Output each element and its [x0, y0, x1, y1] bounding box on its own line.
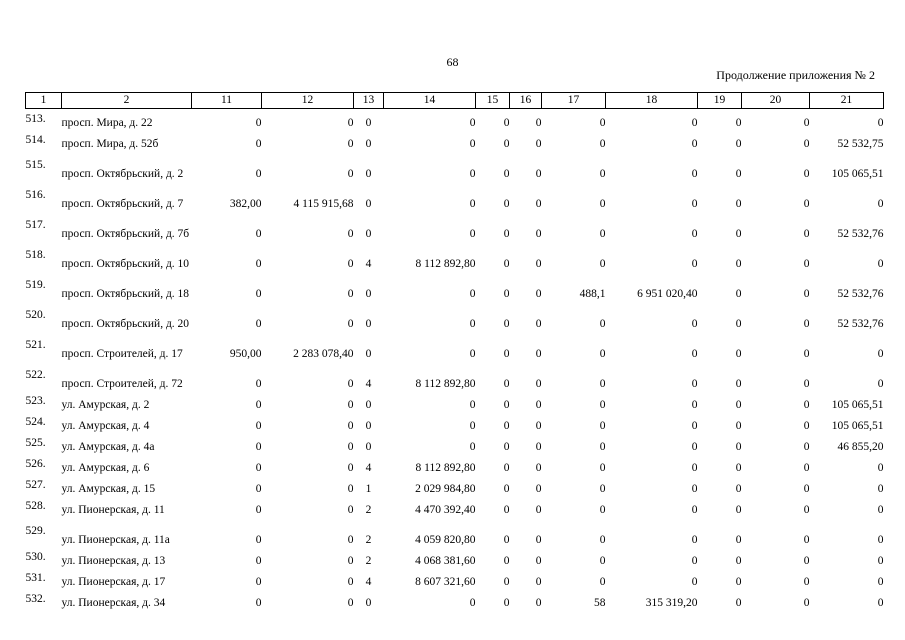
appendix-caption: Продолжение приложения № 2 [716, 68, 875, 82]
row-number: 527. [25, 478, 46, 491]
value-cell-col-18: 0 [691, 227, 698, 240]
value-cell-col-19: 0 [735, 398, 742, 411]
value-cell-col-17: 0 [599, 575, 606, 588]
value-cell-col-13: 0 [365, 137, 372, 150]
value-cell-col-20: 0 [803, 419, 810, 432]
value-cell-col-14: 0 [469, 287, 476, 300]
value-cell-col-21: 105 065,51 [831, 167, 884, 180]
address-cell: ул. Пионерская, д. 17 [61, 575, 166, 588]
value-cell-col-16: 0 [535, 554, 542, 567]
value-cell-col-15: 0 [503, 533, 510, 546]
value-cell-col-13: 0 [365, 596, 372, 609]
value-cell-col-16: 0 [535, 377, 542, 390]
table-row [26, 151, 884, 181]
column-header: 19 [698, 93, 742, 109]
address-cell: просп. Октябрьский, д. 7б [61, 227, 190, 240]
value-cell-col-19: 0 [735, 575, 742, 588]
value-cell-col-17: 0 [599, 503, 606, 516]
value-cell-col-14: 8 112 892,80 [415, 377, 476, 390]
value-cell-col-14: 4 068 381,60 [415, 554, 476, 567]
value-cell-col-15: 0 [503, 227, 510, 240]
value-cell-col-13: 2 [365, 533, 372, 546]
value-cell-col-18: 0 [691, 137, 698, 150]
value-cell-col-13: 4 [365, 257, 372, 270]
value-cell-col-18: 0 [691, 167, 698, 180]
value-cell-col-18: 0 [691, 197, 698, 210]
value-cell-col-16: 0 [535, 116, 542, 129]
value-cell-col-17: 0 [599, 419, 606, 432]
value-cell-col-15: 0 [503, 554, 510, 567]
value-cell-col-16: 0 [535, 347, 542, 360]
value-cell-col-20: 0 [803, 503, 810, 516]
value-cell-col-18: 0 [691, 533, 698, 546]
column-header: 21 [810, 93, 884, 109]
value-cell-col-21: 0 [877, 197, 884, 210]
table-row [26, 241, 884, 271]
value-cell-col-18: 315 319,20 [645, 596, 698, 609]
value-cell-col-11: 0 [255, 227, 262, 240]
value-cell-col-14: 8 607 321,60 [415, 575, 476, 588]
value-cell-col-14: 8 112 892,80 [415, 461, 476, 474]
table-row [26, 181, 884, 211]
value-cell-col-20: 0 [803, 398, 810, 411]
value-cell-col-19: 0 [735, 503, 742, 516]
value-cell-col-13: 4 [365, 461, 372, 474]
value-cell-col-13: 0 [365, 398, 372, 411]
value-cell-col-16: 0 [535, 398, 542, 411]
value-cell-col-15: 0 [503, 347, 510, 360]
value-cell-col-17: 0 [599, 197, 606, 210]
value-cell-col-20: 0 [803, 257, 810, 270]
column-header: 12 [262, 93, 354, 109]
value-cell-col-17: 0 [599, 533, 606, 546]
value-cell-col-16: 0 [535, 167, 542, 180]
address-cell: просп. Октябрьский, д. 18 [61, 287, 190, 300]
value-cell-col-18: 6 951 020,40 [637, 287, 698, 300]
value-cell-col-20: 0 [803, 533, 810, 546]
table-row [26, 517, 884, 547]
address-cell: просп. Строителей, д. 72 [61, 377, 183, 390]
value-cell-col-11: 0 [255, 419, 262, 432]
value-cell-col-17: 0 [599, 116, 606, 129]
value-cell-col-17: 0 [599, 377, 606, 390]
value-cell-col-15: 0 [503, 575, 510, 588]
value-cell-col-11: 0 [255, 257, 262, 270]
value-cell-col-21: 52 532,76 [837, 317, 884, 330]
value-cell-col-16: 0 [535, 440, 542, 453]
address-cell: просп. Октябрьский, д. 2 [61, 167, 184, 180]
value-cell-col-11: 0 [255, 461, 262, 474]
value-cell-col-21: 0 [877, 533, 884, 546]
row-number: 524. [25, 415, 46, 428]
address-cell: ул. Пионерская, д. 13 [61, 554, 166, 567]
value-cell-col-18: 0 [691, 503, 698, 516]
value-cell-col-14: 0 [469, 197, 476, 210]
value-cell-col-14: 0 [469, 398, 476, 411]
address-cell: ул. Пионерская, д. 34 [61, 596, 166, 609]
value-cell-col-16: 0 [535, 533, 542, 546]
value-cell-col-18: 0 [691, 398, 698, 411]
value-cell-col-18: 0 [691, 554, 698, 567]
value-cell-col-16: 0 [535, 317, 542, 330]
value-cell-col-15: 0 [503, 137, 510, 150]
value-cell-col-18: 0 [691, 257, 698, 270]
value-cell-col-13: 0 [365, 227, 372, 240]
value-cell-col-18: 0 [691, 116, 698, 129]
value-cell-col-21: 0 [877, 347, 884, 360]
value-cell-col-20: 0 [803, 440, 810, 453]
value-cell-col-14: 2 029 984,80 [415, 482, 476, 495]
column-header: 13 [354, 93, 384, 109]
address-cell: ул. Пионерская, д. 11 [61, 503, 165, 516]
value-cell-col-17: 0 [599, 257, 606, 270]
column-header: 17 [542, 93, 606, 109]
value-cell-col-16: 0 [535, 461, 542, 474]
value-cell-col-14: 0 [469, 227, 476, 240]
value-cell-col-19: 0 [735, 197, 742, 210]
row-number: 530. [25, 550, 46, 563]
value-cell-col-13: 0 [365, 167, 372, 180]
value-cell-col-13: 0 [365, 287, 372, 300]
value-cell-col-11: 0 [255, 116, 262, 129]
value-cell-col-17: 0 [599, 440, 606, 453]
address-cell: просп. Октябрьский, д. 20 [61, 317, 190, 330]
value-cell-col-15: 0 [503, 287, 510, 300]
row-number: 513. [25, 112, 46, 125]
value-cell-col-19: 0 [735, 257, 742, 270]
value-cell-col-12: 0 [347, 440, 354, 453]
row-number: 523. [25, 394, 46, 407]
value-cell-col-17: 0 [599, 347, 606, 360]
value-cell-col-14: 0 [469, 137, 476, 150]
value-cell-col-19: 0 [735, 596, 742, 609]
value-cell-col-17: 488,1 [579, 287, 606, 300]
table-row [26, 331, 884, 361]
value-cell-col-21: 0 [877, 596, 884, 609]
value-cell-col-14: 0 [469, 347, 476, 360]
row-number: 529. [25, 525, 46, 537]
address-cell: просп. Октябрьский, д. 7 [61, 197, 184, 210]
value-cell-col-21: 52 532,75 [837, 137, 884, 150]
value-cell-col-11: 0 [255, 503, 262, 516]
value-cell-col-13: 4 [365, 575, 372, 588]
value-cell-col-21: 0 [877, 461, 884, 474]
value-cell-col-13: 0 [365, 317, 372, 330]
value-cell-col-18: 0 [691, 575, 698, 588]
value-cell-col-14: 4 470 392,40 [415, 503, 476, 516]
table-row [26, 589, 884, 610]
value-cell-col-21: 52 532,76 [837, 287, 884, 300]
value-cell-col-17: 0 [599, 461, 606, 474]
value-cell-col-16: 0 [535, 197, 542, 210]
value-cell-col-14: 0 [469, 440, 476, 453]
value-cell-col-13: 0 [365, 347, 372, 360]
value-cell-col-21: 0 [877, 377, 884, 390]
column-header: 16 [510, 93, 542, 109]
value-cell-col-11: 0 [255, 137, 262, 150]
value-cell-col-20: 0 [803, 137, 810, 150]
column-header: 2 [62, 93, 192, 109]
value-cell-col-20: 0 [803, 575, 810, 588]
value-cell-col-12: 0 [347, 287, 354, 300]
row-number: 515. [25, 159, 46, 171]
row-number: 531. [25, 571, 46, 584]
value-cell-col-15: 0 [503, 596, 510, 609]
value-cell-col-12: 0 [347, 533, 354, 546]
value-cell-col-12: 0 [347, 317, 354, 330]
value-cell-col-13: 0 [365, 116, 372, 129]
value-cell-col-14: 0 [469, 167, 476, 180]
value-cell-col-13: 1 [365, 482, 372, 495]
value-cell-col-18: 0 [691, 419, 698, 432]
value-cell-col-11: 0 [255, 377, 262, 390]
value-cell-col-13: 4 [365, 377, 372, 390]
value-cell-col-21: 0 [877, 482, 884, 495]
value-cell-col-15: 0 [503, 197, 510, 210]
row-number: 522. [25, 369, 46, 381]
value-cell-col-20: 0 [803, 287, 810, 300]
value-cell-col-12: 2 283 078,40 [293, 347, 354, 360]
table-body [26, 109, 884, 610]
value-cell-col-11: 950,00 [229, 347, 262, 360]
value-cell-col-11: 382,00 [229, 197, 262, 210]
value-cell-col-12: 0 [347, 419, 354, 432]
value-cell-col-16: 0 [535, 596, 542, 609]
value-cell-col-17: 0 [599, 137, 606, 150]
table-row [26, 433, 884, 454]
value-cell-col-20: 0 [803, 167, 810, 180]
value-cell-col-19: 0 [735, 116, 742, 129]
value-cell-col-18: 0 [691, 377, 698, 390]
value-cell-col-12: 4 115 915,68 [293, 197, 354, 210]
value-cell-col-11: 0 [255, 287, 262, 300]
row-number: 525. [25, 436, 46, 449]
value-cell-col-21: 0 [877, 554, 884, 567]
value-cell-col-12: 0 [347, 137, 354, 150]
value-cell-col-17: 0 [599, 398, 606, 411]
value-cell-col-20: 0 [803, 554, 810, 567]
value-cell-col-19: 0 [735, 317, 742, 330]
row-number: 532. [25, 592, 46, 605]
value-cell-col-16: 0 [535, 137, 542, 150]
value-cell-col-15: 0 [503, 167, 510, 180]
value-cell-col-21: 0 [877, 503, 884, 516]
value-cell-col-20: 0 [803, 347, 810, 360]
value-cell-col-12: 0 [347, 503, 354, 516]
value-cell-col-17: 0 [599, 554, 606, 567]
value-cell-col-20: 0 [803, 482, 810, 495]
value-cell-col-11: 0 [255, 596, 262, 609]
value-cell-col-11: 0 [255, 398, 262, 411]
value-cell-col-17: 0 [599, 167, 606, 180]
address-cell: ул. Пионерская, д. 11а [61, 533, 170, 546]
column-header: 20 [742, 93, 810, 109]
row-number: 526. [25, 457, 46, 470]
column-header: 18 [606, 93, 698, 109]
value-cell-col-20: 0 [803, 377, 810, 390]
column-header: 14 [384, 93, 476, 109]
value-cell-col-15: 0 [503, 503, 510, 516]
table-row [26, 454, 884, 475]
value-cell-col-14: 8 112 892,80 [415, 257, 476, 270]
address-cell: ул. Амурская, д. 2 [61, 398, 150, 411]
value-cell-col-19: 0 [735, 533, 742, 546]
value-cell-col-16: 0 [535, 257, 542, 270]
value-cell-col-20: 0 [803, 116, 810, 129]
value-cell-col-12: 0 [347, 461, 354, 474]
row-number: 528. [25, 499, 46, 512]
value-cell-col-15: 0 [503, 377, 510, 390]
value-cell-col-20: 0 [803, 596, 810, 609]
row-number: 519. [25, 279, 46, 291]
value-cell-col-21: 0 [877, 575, 884, 588]
address-cell: просп. Мира, д. 52б [61, 137, 159, 150]
row-number: 521. [25, 339, 46, 351]
value-cell-col-13: 0 [365, 197, 372, 210]
value-cell-col-17: 0 [599, 482, 606, 495]
value-cell-col-12: 0 [347, 482, 354, 495]
value-cell-col-14: 0 [469, 419, 476, 432]
table-row [26, 391, 884, 412]
value-cell-col-16: 0 [535, 227, 542, 240]
value-cell-col-17: 0 [599, 317, 606, 330]
row-number: 516. [25, 189, 46, 201]
table-row [26, 496, 884, 517]
address-cell: ул. Амурская, д. 4а [61, 440, 155, 453]
value-cell-col-19: 0 [735, 347, 742, 360]
table-row [26, 301, 884, 331]
table-row [26, 568, 884, 589]
value-cell-col-13: 2 [365, 503, 372, 516]
table-row [26, 109, 884, 130]
value-cell-col-17: 0 [599, 227, 606, 240]
value-cell-col-21: 0 [877, 257, 884, 270]
value-cell-col-11: 0 [255, 575, 262, 588]
value-cell-col-16: 0 [535, 575, 542, 588]
value-cell-col-15: 0 [503, 461, 510, 474]
column-header: 11 [192, 93, 262, 109]
value-cell-col-21: 105 065,51 [831, 419, 884, 432]
table-row [26, 547, 884, 568]
value-cell-col-12: 0 [347, 116, 354, 129]
value-cell-col-16: 0 [535, 482, 542, 495]
value-cell-col-20: 0 [803, 461, 810, 474]
value-cell-col-15: 0 [503, 419, 510, 432]
value-cell-col-20: 0 [803, 317, 810, 330]
value-cell-col-18: 0 [691, 317, 698, 330]
value-cell-col-19: 0 [735, 419, 742, 432]
value-cell-col-18: 0 [691, 482, 698, 495]
value-cell-col-19: 0 [735, 482, 742, 495]
value-cell-col-11: 0 [255, 554, 262, 567]
value-cell-col-15: 0 [503, 482, 510, 495]
column-header: 1 [26, 93, 62, 109]
value-cell-col-12: 0 [347, 377, 354, 390]
value-cell-col-12: 0 [347, 257, 354, 270]
value-cell-col-19: 0 [735, 167, 742, 180]
row-number: 517. [25, 219, 46, 231]
value-cell-col-21: 52 532,76 [837, 227, 884, 240]
value-cell-col-18: 0 [691, 440, 698, 453]
value-cell-col-14: 0 [469, 596, 476, 609]
table-header [26, 93, 884, 109]
address-cell: ул. Амурская, д. 15 [61, 482, 156, 495]
table-row [26, 475, 884, 496]
value-cell-col-11: 0 [255, 482, 262, 495]
value-cell-col-13: 2 [365, 554, 372, 567]
value-cell-col-13: 0 [365, 440, 372, 453]
column-header: 15 [476, 93, 510, 109]
value-cell-col-11: 0 [255, 440, 262, 453]
row-number: 518. [25, 249, 46, 261]
row-number: 520. [25, 309, 46, 321]
value-cell-col-14: 0 [469, 317, 476, 330]
page-number: 68 [446, 55, 459, 69]
value-cell-col-13: 0 [365, 419, 372, 432]
value-cell-col-12: 0 [347, 554, 354, 567]
value-cell-col-19: 0 [735, 287, 742, 300]
value-cell-col-14: 4 059 820,80 [415, 533, 476, 546]
value-cell-col-19: 0 [735, 461, 742, 474]
value-cell-col-11: 0 [255, 317, 262, 330]
value-cell-col-19: 0 [735, 137, 742, 150]
table-row [26, 130, 884, 151]
value-cell-col-11: 0 [255, 167, 262, 180]
value-cell-col-16: 0 [535, 419, 542, 432]
table-row [26, 412, 884, 433]
address-cell: ул. Амурская, д. 4 [61, 419, 150, 432]
value-cell-col-12: 0 [347, 167, 354, 180]
value-cell-col-15: 0 [503, 398, 510, 411]
value-cell-col-21: 105 065,51 [831, 398, 884, 411]
address-cell: просп. Мира, д. 22 [61, 116, 153, 129]
address-cell: ул. Амурская, д. 6 [61, 461, 150, 474]
value-cell-col-17: 58 [594, 596, 606, 609]
value-cell-col-18: 0 [691, 461, 698, 474]
table-row [26, 211, 884, 241]
value-cell-col-21: 0 [877, 116, 884, 129]
value-cell-col-19: 0 [735, 440, 742, 453]
value-cell-col-14: 0 [469, 116, 476, 129]
value-cell-col-18: 0 [691, 347, 698, 360]
address-cell: просп. Строителей, д. 17 [61, 347, 183, 360]
value-cell-col-20: 0 [803, 227, 810, 240]
row-number: 514. [25, 133, 46, 146]
value-cell-col-12: 0 [347, 227, 354, 240]
value-cell-col-21: 46 855,20 [837, 440, 884, 453]
table-row [26, 361, 884, 391]
value-cell-col-19: 0 [735, 377, 742, 390]
value-cell-col-15: 0 [503, 116, 510, 129]
value-cell-col-12: 0 [347, 596, 354, 609]
value-cell-col-19: 0 [735, 554, 742, 567]
value-cell-col-15: 0 [503, 257, 510, 270]
value-cell-col-16: 0 [535, 287, 542, 300]
value-cell-col-15: 0 [503, 317, 510, 330]
table-row [26, 271, 884, 301]
value-cell-col-20: 0 [803, 197, 810, 210]
data-table [25, 92, 884, 610]
address-cell: просп. Октябрьский, д. 10 [61, 257, 190, 270]
value-cell-col-19: 0 [735, 227, 742, 240]
value-cell-col-12: 0 [347, 398, 354, 411]
value-cell-col-11: 0 [255, 533, 262, 546]
value-cell-col-16: 0 [535, 503, 542, 516]
value-cell-col-12: 0 [347, 575, 354, 588]
value-cell-col-15: 0 [503, 440, 510, 453]
